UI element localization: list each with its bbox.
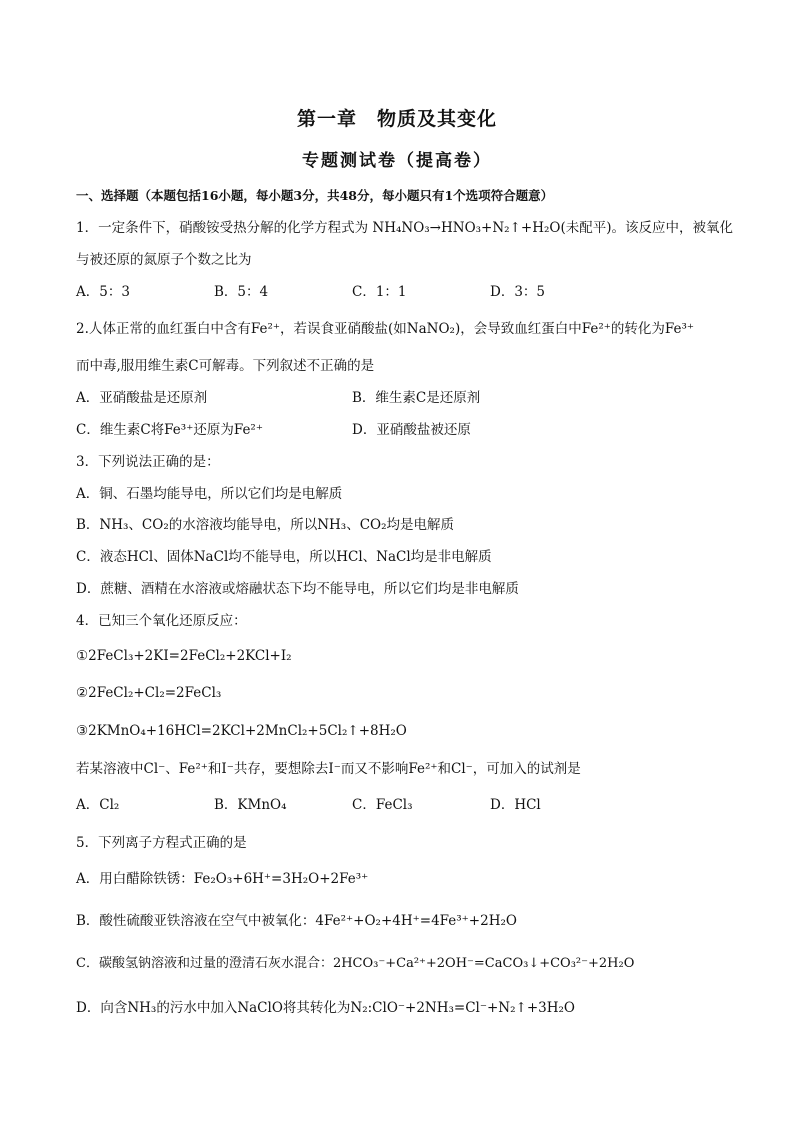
q4-option-d: D．HCl (490, 797, 541, 813)
q5-option-a: A．用白醋除铁锈：Fe₂O₃+6H⁺=3H₂O+2Fe³⁺ (76, 871, 369, 887)
q2-option-a: A．亚硝酸盐是还原剂 (76, 390, 208, 406)
q2-option-d: D．亚硝酸盐被还原 (352, 422, 471, 438)
q1-option-a: A．5：3 (76, 284, 130, 300)
q2-stem-line-1: 2.人体正常的血红蛋白中含有Fe²⁺，若误食亚硝酸盐(如NaNO₂)，会导致血红蛋白中Fe²⁺的转化为Fe³⁺ (76, 321, 695, 337)
q2-option-b: B．维生素C是还原剂 (352, 390, 481, 406)
q5-option-b: B．酸性硫酸亚铁溶液在空气中被氧化：4Fe²⁺+O₂+4H⁺=4Fe³⁺+2H₂O (76, 913, 517, 929)
q5-option-c: C．碳酸氢钠溶液和过量的澄清石灰水混合：2HCO₃⁻+Ca²⁺+2OH⁻=CaCO₃↓+CO₃²⁻+2H₂O (76, 956, 635, 971)
q4-reaction-3: ③2KMnO₄+16HCl=2KCl+2MnCl₂+5Cl₂↑+8H₂O (76, 723, 407, 739)
q5-stem: 5．下列离子方程式正确的是 (76, 835, 247, 851)
q1-stem-line-1: 1．一定条件下，硝酸铵受热分解的化学方程式为 NH₄NO₃→HNO₃+N₂↑+H₂O(未配平)。该反应中，被氧化 (76, 220, 733, 236)
q4-option-c: C．FeCl₃ (352, 797, 413, 813)
chapter-title: 第一章 物质及其变化 (296, 108, 497, 130)
q2-option-c: C．维生素C将Fe³⁺还原为Fe²⁺ (76, 422, 263, 438)
q1-option-d: D．3：5 (490, 284, 546, 300)
q3-option-b: B．NH₃、CO₂的水溶液均能导电，所以NH₃、CO₂均是电解质 (76, 517, 455, 533)
q4-option-b: B．KMnO₄ (214, 797, 287, 813)
q3-option-c: C．液态HCl、固体NaCl均不能导电，所以HCl、NaCl均是非电解质 (76, 549, 492, 565)
q2-stem-line-2: 而中毒,服用维生素C可解毒。下列叙述不正确的是 (76, 358, 375, 374)
q3-option-a: A．铜、石墨均能导电，所以它们均是电解质 (76, 486, 343, 502)
section-heading: 一、选择题（本题包括16小题，每小题3分，共48分，每小题只有1个选项符合题意） (76, 188, 554, 203)
test-subtitle: 专题测试卷（提高卷） (302, 151, 492, 171)
q4-stem: 4．已知三个氧化还原反应： (76, 613, 247, 629)
q3-stem: 3．下列说法正确的是： (76, 454, 220, 470)
q4-reaction-1: ①2FeCl₃+2KI=2FeCl₂+2KCl+I₂ (76, 648, 292, 664)
q4-question: 若某溶液中Cl⁻、Fe²⁺和I⁻共存，要想除去I⁻而又不影响Fe²⁺和Cl⁻，可加入的试剂是 (76, 761, 581, 777)
q4-reaction-2: ②2FeCl₂+Cl₂=2FeCl₃ (76, 685, 222, 701)
q4-option-a: A．Cl₂ (76, 797, 120, 813)
q1-option-b: B．5：4 (214, 284, 269, 300)
q5-option-d: D．向含NH₃的污水中加入NaClO将其转化为N₂:ClO⁻+2NH₃=Cl⁻+N₂↑+3H₂O (76, 1000, 575, 1016)
q1-option-c: C．1：1 (352, 284, 407, 300)
q3-option-d: D．蔗糖、酒精在水溶液或熔融状态下均不能导电，所以它们均是非电解质 (76, 581, 519, 597)
q1-stem-line-2: 与被还原的氮原子个数之比为 (76, 252, 252, 268)
